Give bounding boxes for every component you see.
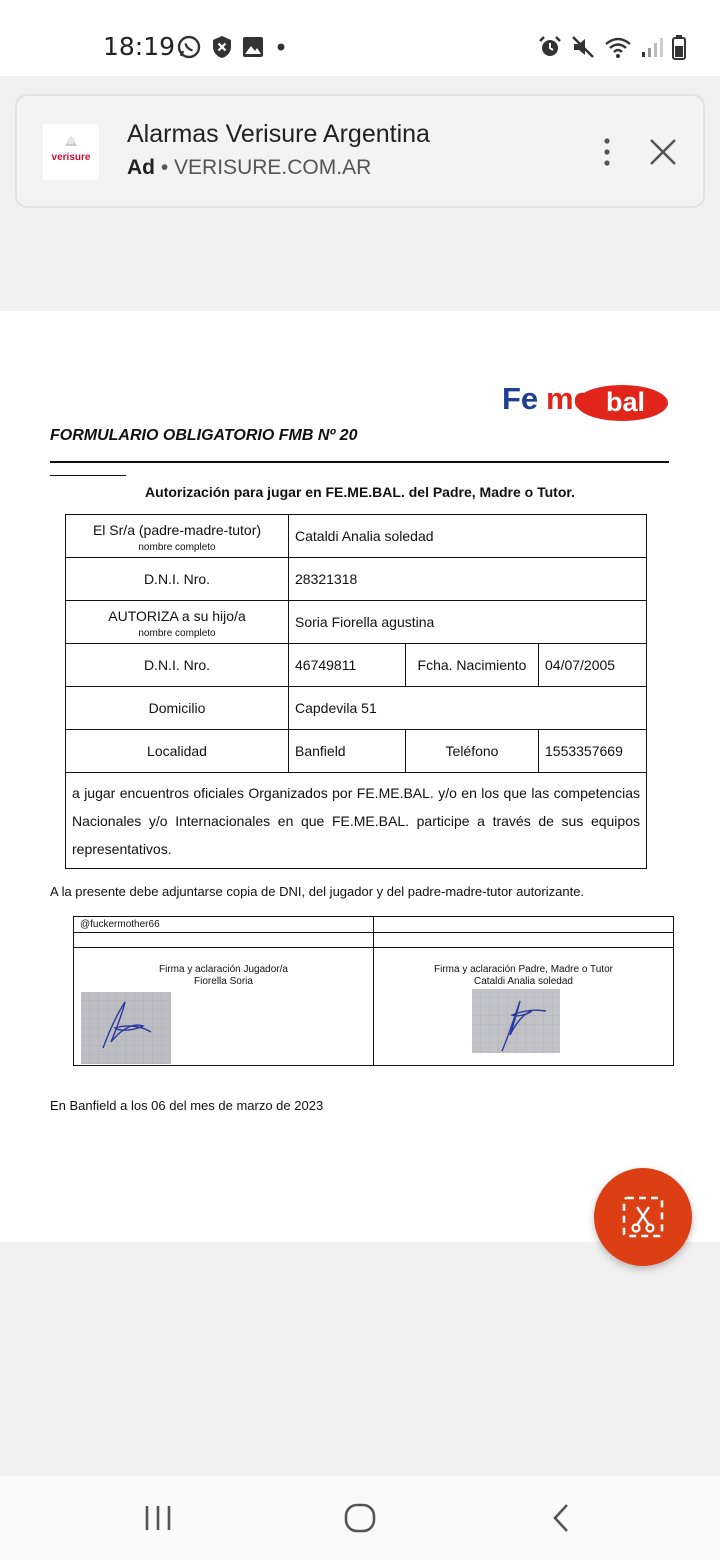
gallery-icon	[242, 36, 264, 58]
parent-signature-image	[472, 989, 560, 1053]
title-divider	[50, 461, 669, 463]
table-row	[66, 687, 647, 730]
address-label: Domicilio	[66, 687, 289, 730]
table-row	[66, 730, 647, 773]
whatsapp-icon	[176, 34, 202, 60]
form-title: FORMULARIO OBLIGATORIO FMB Nº 20	[50, 427, 358, 444]
status-bar	[0, 0, 720, 76]
parent-signature-caption: Firma y aclaración Padre, Madre o Tutor	[434, 964, 613, 975]
dni-label: D.N.I. Nro.	[66, 644, 289, 687]
city-label: Localidad	[66, 730, 289, 773]
birth-label: Fcha. Nacimiento	[406, 644, 539, 687]
authorizes-label-cell	[66, 601, 289, 644]
form-subtitle-text: Autorización para jugar en FE.ME.BAL. del Padre, Madre o Tutor.	[145, 484, 575, 500]
table-row	[74, 917, 674, 933]
full-name-hint: nombre completo	[138, 541, 216, 553]
table-row	[66, 773, 647, 869]
document-page	[0, 311, 720, 1242]
notification-icons	[176, 34, 289, 60]
phone-label: Teléfono	[406, 730, 539, 773]
phone: 1553357669	[539, 730, 647, 773]
place-and-date: En Banfield a los 06 del mes de marzo de 2023	[50, 1098, 324, 1113]
advertiser-logo: verisure	[43, 124, 99, 180]
logo-text-me: me	[546, 381, 591, 416]
ad-subtitle	[127, 156, 371, 180]
parent-label: El Sr/a (padre-madre-tutor)	[92, 521, 262, 538]
player-signature-caption: Firma y aclaración Jugador/a	[159, 964, 288, 975]
table-row	[66, 558, 647, 601]
table-row	[74, 948, 674, 1066]
empty-cell	[374, 917, 674, 933]
mute-icon	[571, 35, 595, 59]
screenshot-scissors-icon	[621, 1195, 665, 1239]
ad-banner[interactable]	[15, 94, 705, 208]
full-name-hint: nombre completo	[138, 627, 216, 639]
authorizes-label: AUTORIZA a su hijo/a	[108, 607, 246, 624]
table-row	[74, 933, 674, 948]
form-subtitle	[0, 484, 720, 500]
logo-text-fe: Fe	[502, 381, 539, 416]
table-row	[66, 601, 647, 644]
child-dni: 46749811	[289, 644, 406, 687]
battery-icon	[672, 34, 686, 60]
ad-title[interactable]: Alarmas Verisure Argentina	[127, 120, 430, 148]
address: Capdevila 51	[289, 687, 647, 730]
logo-text-bal: bal	[606, 387, 646, 417]
ad-domain: VERISURE.COM.AR	[174, 156, 372, 179]
home-icon[interactable]	[338, 1496, 382, 1540]
authorization-table	[65, 514, 647, 869]
city: Banfield	[289, 730, 406, 773]
signal-icon	[641, 35, 663, 59]
back-icon[interactable]	[540, 1496, 584, 1540]
system-icons	[538, 34, 686, 60]
ad-separator: •	[160, 156, 169, 179]
parent-signature-name: Cataldi Analia soledad	[474, 976, 573, 987]
femebal-logo	[502, 377, 672, 423]
authorization-paragraph: a jugar encuentros oficiales Organizados por FE.ME.BAL. y/o en los que las competencias Nacionales y/o Internacionales en que FE.ME.BAL. participe a través de sus equipos representativos.	[66, 773, 647, 869]
recent-apps-icon[interactable]	[136, 1496, 180, 1540]
navigation-bar	[0, 1476, 720, 1560]
screenshot-scissors-button[interactable]	[594, 1168, 692, 1266]
ad-badge: Ad	[127, 156, 155, 179]
more-options-icon[interactable]	[595, 134, 619, 170]
parent-signature-cell	[374, 948, 674, 1066]
player-signature-cell	[74, 948, 374, 1066]
empty-cell	[74, 933, 374, 948]
player-signature-name: Fiorella Soria	[194, 976, 253, 987]
alarm-icon	[538, 35, 562, 59]
child-name: Soria Fiorella agustina	[289, 601, 647, 644]
player-signature-image	[81, 992, 171, 1064]
dni-label: D.N.I. Nro.	[66, 558, 289, 601]
empty-cell	[374, 933, 674, 948]
parent-name: Cataldi Analia soledad	[289, 515, 647, 558]
user-handle: @fuckermother66	[74, 917, 374, 933]
clock: 18:19	[103, 32, 176, 61]
table-row	[66, 515, 647, 558]
signature-table	[73, 916, 674, 1066]
dot-icon	[273, 36, 289, 58]
table-row	[66, 644, 647, 687]
close-icon[interactable]	[647, 136, 679, 168]
short-divider	[50, 475, 126, 476]
birth-date: 04/07/2005	[539, 644, 647, 687]
parent-label-cell	[66, 515, 289, 558]
wifi-icon	[604, 35, 632, 59]
attachment-note: A la presente debe adjuntarse copia de DNI, del jugador y del padre-madre-tutor autorizante.	[50, 884, 585, 899]
shield-icon	[211, 35, 233, 59]
parent-dni: 28321318	[289, 558, 647, 601]
